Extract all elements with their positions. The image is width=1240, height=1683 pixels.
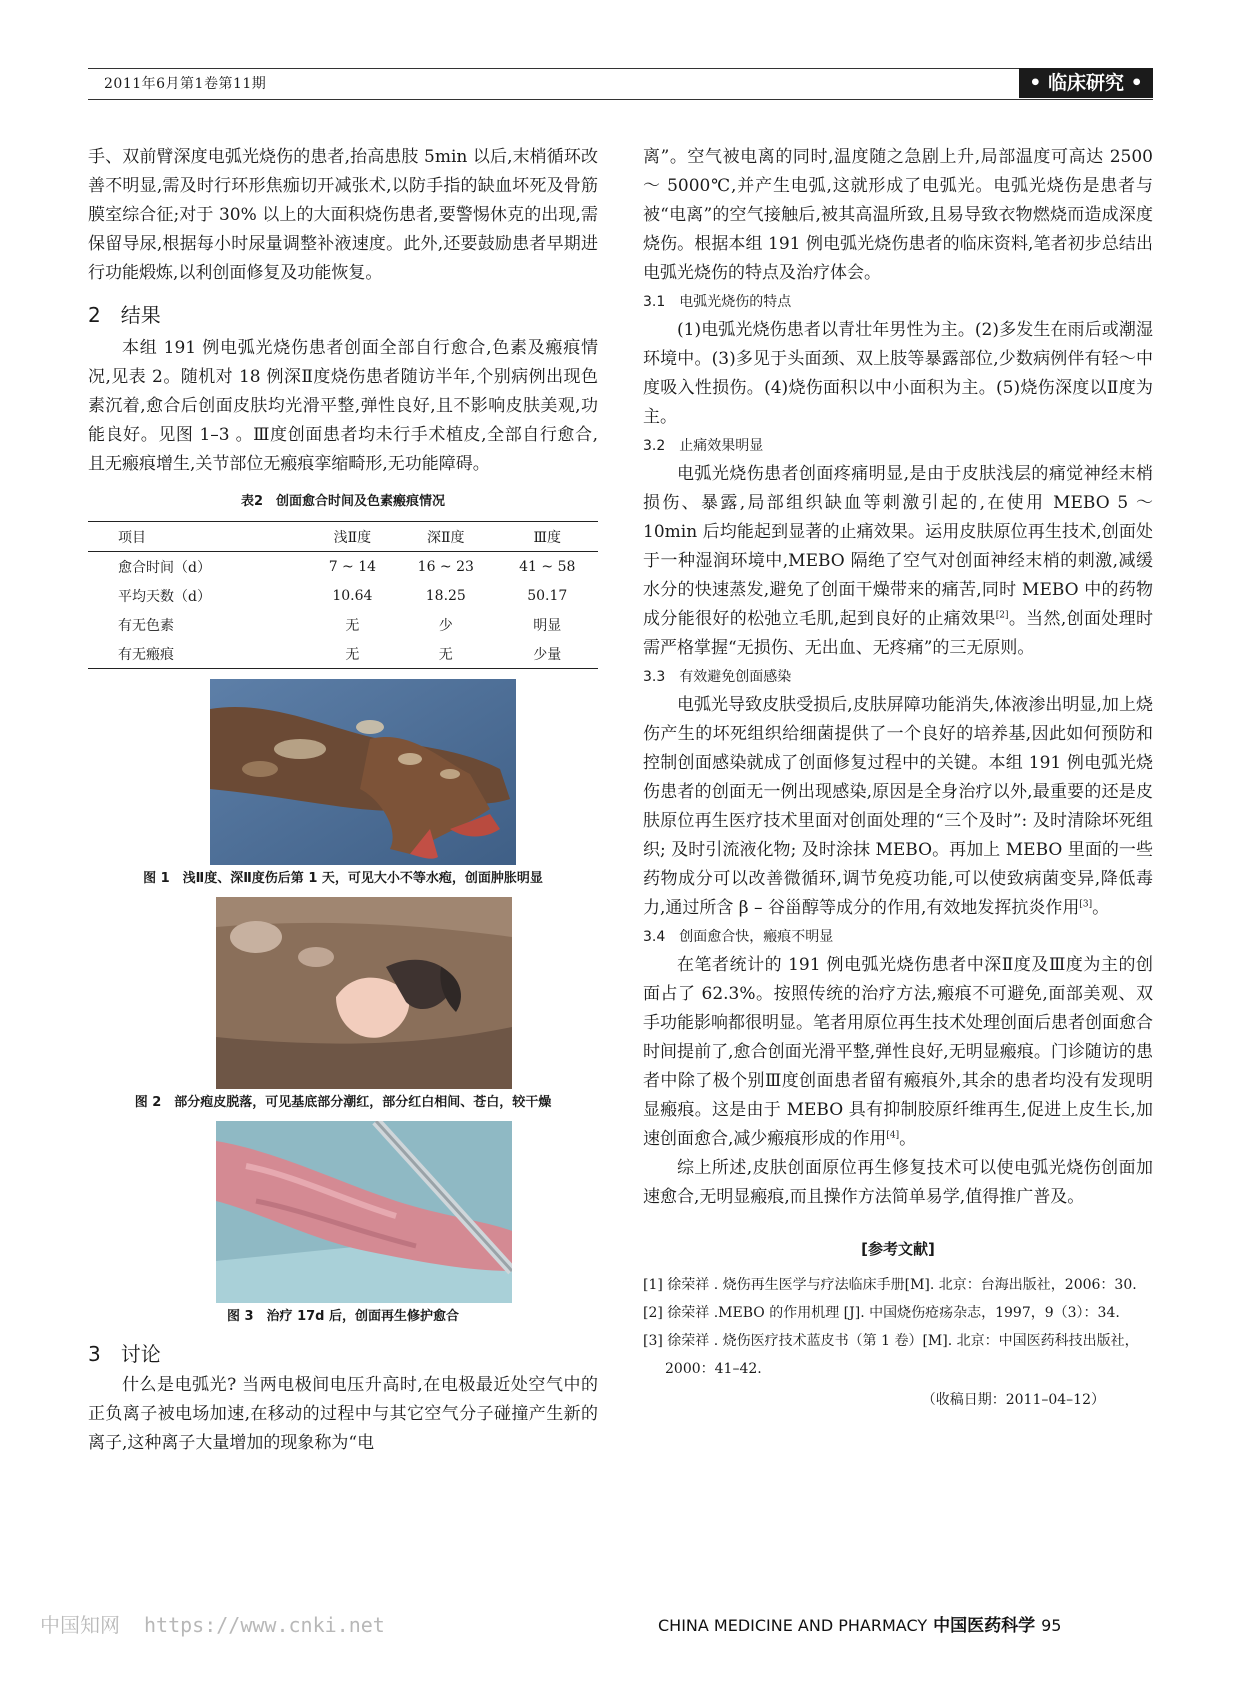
table-cell: 16 ~ 23 — [417, 558, 474, 575]
table-cell: 41 ~ 58 — [519, 558, 576, 575]
paragraph-text: 电弧光导致皮肤受损后,皮肤屏障功能消失,体液渗出明显,加上烧伤产生的坏死组织给细菌提供了一个良好的培养基,因此如何预防和控制创面感染就成了创面修复过程中的关键。本组 191 例电弧光烧伤患者的创面无一例出现感染,原因是全身治疗以外,最重要的还是皮肤原位再生医疗技术里面对创面处理的“三个及时”: 及时清除坏死组织; 及时引流液化物; 及时涂抹 MEBO。再加上 MEBO 里面的一些药物成分可以改善微循环,调节免疫功能,可以使致病菌变异,降低毒力,通过所含 β – 谷甾醇等成分的作用,有效地发挥抗炎作用 — [643, 695, 1153, 918]
table-2-caption: 表2 创面愈合时间及色素瘢痕情况 — [240, 494, 446, 509]
figure-1-photo — [210, 679, 516, 865]
table-cell: 无 — [438, 646, 453, 663]
right-column — [643, 143, 1153, 1409]
table-cell: 少 — [438, 617, 453, 634]
table-cell: 愈合时间（d） — [118, 559, 211, 576]
watermark — [40, 1609, 385, 1638]
section-2-heading: 2 结果 — [88, 303, 161, 327]
paragraph-text: 在笔者统计的 191 例电弧光烧伤患者中深Ⅱ度及Ⅲ度为主的创面占了 62.3%。按照传统的治疗方法,瘢痕不可避免,面部美观、双手功能影响都很明显。笔者用原位再生技术处理创面后患者创面愈合时间提前了,愈合创面光滑平整,弹性良好,无明显瘢痕。门诊随访的患者中除了极个别Ⅲ度创面患者留有瘢痕外,其余的患者均没有发现明显瘢痕。这是由于 MEBO 具有抑制胶原纤维再生,促进上皮生长,加速创面愈合,减少瘢痕形成的作用 — [643, 955, 1153, 1149]
table-row — [88, 552, 598, 582]
subsection-3-3-paragraph — [643, 691, 1153, 923]
table-header-cell: Ⅲ度 — [533, 529, 562, 546]
reference-item: [2] 徐荣祥 .MEBO 的作用机理 [J]. 中国烧伤疮疡杂志，1997，9（3）：34. — [643, 1305, 1120, 1321]
figure-3-caption: 图 3 治疗 17d 后，创面再生修护愈合 — [226, 1309, 460, 1324]
watermark-text: 中国知网 — [40, 1613, 120, 1637]
subsection-3-1-paragraph: (1)电弧光烧伤患者以青壮年男性为主。(2)多发生在雨后或潮湿环境中。(3)多见于头面颈、双上肢等暴露部位,少数病例伴有轻～中度吸入性损伤。(4)烧伤面积以中小面积为主。(5)烧伤深度以Ⅱ度为主。 — [643, 320, 1153, 427]
table-header-row — [88, 522, 598, 552]
table-2 — [88, 521, 598, 669]
watermark-url[interactable]: https://www.cnki.net — [144, 1613, 385, 1637]
section-badge: • 临床研究 • — [1019, 68, 1153, 98]
results-paragraph: 本组 191 例电弧光烧伤患者创面全部自行愈合,色素及瘢痕情况,见表 2。随机对 18 例深Ⅱ度烧伤患者随访半年,个别病例出现色素沉着,愈合后创面皮肤均光滑平整,弹性良好,且不影响皮肤美观,功能良好。见图 1–3 。Ⅲ度创面患者均未行手术植皮,全部自行愈合,且无瘢痕增生,关节部位无瘢痕挛缩畸形,无功能障碍。 — [88, 338, 598, 474]
subsection-3-3-heading: 3.3 有效避免创面感染 — [643, 669, 792, 685]
citation: [4] — [886, 1130, 900, 1141]
citation: [3] — [1079, 899, 1093, 910]
table-cell: 50.17 — [527, 587, 568, 604]
conclusion-paragraph: 综上所述,皮肤创面原位再生修复技术可以使电弧光烧伤创面加速愈合,无明显瘢痕,而且操作方法简单易学,值得推广普及。 — [643, 1158, 1153, 1207]
table-row — [88, 610, 598, 639]
table-cell: 10.64 — [332, 587, 373, 604]
healed-arm-photo — [216, 1121, 512, 1303]
paragraph-text: 。 — [1092, 898, 1110, 918]
subsection-3-2-heading: 3.2 止痛效果明显 — [643, 438, 764, 454]
figure-3-photo — [216, 1121, 512, 1303]
burned-forearm-photo — [210, 679, 516, 865]
paragraph-text: 。当然,创面处理时需严格掌握“无损伤、无出血、无疼痛”的三无原则。 — [643, 609, 1154, 658]
reference-item: [1] 徐荣祥 . 烧伤再生医学与疗法临床手册[M]. 北京：台海出版社，2006：30. — [643, 1277, 1137, 1293]
subsection-3-4-heading: 3.4 创面愈合快，瘢痕不明显 — [643, 929, 834, 945]
table-cell: 有无瘢痕 — [118, 646, 174, 663]
table-header-cell: 浅Ⅱ度 — [333, 529, 372, 546]
table-cell: 7 ~ 14 — [328, 558, 377, 575]
issue-info: 2011年6月第1卷第11期 — [104, 76, 267, 92]
figure-1-caption: 图 1 浅Ⅱ度、深Ⅱ度伤后第 1 天，可见大小不等水疱，创面肿胀明显 — [143, 871, 543, 886]
table-cell: 平均天数（d） — [118, 588, 211, 605]
paragraph-text: 电弧光烧伤患者创面疼痛明显,是由于皮肤浅层的痛觉神经末梢损伤、暴露,局部组织缺血等刺激引起的,在使用 MEBO 5 ～ 10min 后均能起到显著的止痛效果。运用皮肤原位再生技术,创面处于一种湿润环境中,MEBO 隔绝了空气对创面神经末梢的刺激,减缓水分的快速蒸发,避免了创面干燥带来的痛苦,同时 MEBO 中的药物成分能很好的松弛立毛肌,起到良好的止痛效果 — [643, 464, 1153, 629]
table-header-cell: 项目 — [118, 529, 146, 546]
citation: [2] — [995, 610, 1009, 621]
section-3-heading: 3 讨论 — [88, 1342, 161, 1366]
subsection-3-1-heading: 3.1 电弧光烧伤的特点 — [643, 294, 792, 310]
table-cell: 明显 — [533, 617, 562, 634]
table-header-cell: 深Ⅱ度 — [427, 529, 465, 546]
figure-2-caption: 图 2 部分疱皮脱落，可见基底部分潮红，部分红白相间、苍白，较干燥 — [134, 1095, 552, 1110]
table-cell: 无 — [345, 617, 360, 634]
paragraph-continued: 离”。空气被电离的同时,温度随之急剧上升,局部温度可高达 2500 ～ 5000℃,并产生电弧,这就形成了电弧光。电弧光烧伤是患者与被“电离”的空气接触后,被其高温所致,且易导致衣物燃烧而造成深度烧伤。根据本组 191 例电弧光烧伤患者的临床资料,笔者初步总结出电弧光烧伤的特点及治疗体会。 — [643, 147, 1153, 283]
table-cell: 有无色素 — [118, 617, 174, 634]
table-row — [88, 581, 598, 610]
table-cell: 无 — [345, 646, 360, 663]
running-header — [88, 68, 1153, 100]
page-number: 95 — [1041, 1616, 1062, 1635]
discussion-paragraph: 什么是电弧光? 当两电极间电压升高时,在电极最近处空气中的正负离子被电场加速,在移动的过程中与其它空气分子碰撞产生新的离子,这种离子大量增加的现象称为“电 — [88, 1375, 598, 1453]
table-cell: 少量 — [533, 646, 562, 663]
paragraph-text: 。 — [899, 1129, 917, 1149]
journal-name-cn: 中国医药科学 — [933, 1616, 1036, 1636]
figure-2-photo — [216, 897, 512, 1089]
burned-arm-detail-photo — [216, 897, 512, 1089]
journal-name-en: CHINA MEDICINE AND PHARMACY — [658, 1616, 928, 1635]
table-cell: 18.25 — [425, 587, 466, 604]
reference-item: [3] 徐荣祥 . 烧伤医疗技术蓝皮书（第 1 卷）[M]. 北京：中国医药科技出版社，2000：41–42. — [643, 1333, 1139, 1377]
references-list — [643, 1271, 1153, 1383]
subsection-3-2-paragraph — [643, 460, 1153, 663]
table-row — [88, 639, 598, 669]
received-date: （收稿日期：2011–04–12） — [921, 1392, 1105, 1408]
left-column — [88, 143, 598, 1458]
paragraph-continued: 手、双前臂深度电弧光烧伤的患者,抬高患肢 5min 以后,末梢循环改善不明显,需及时行环形焦痂切开减张术,以防手指的缺血坏死及骨筋膜室综合征;对于 30% 以上的大面积烧伤患者,要警惕休克的出现,需保留导尿,根据每小时尿量调整补液速度。此外,还要鼓励患者早期进行功能煅炼,以利创面修复及功能恢复。 — [88, 147, 598, 283]
references-heading: [参考文献] — [861, 1240, 935, 1258]
subsection-3-4-paragraph — [643, 951, 1153, 1154]
running-footer — [658, 1611, 1061, 1636]
